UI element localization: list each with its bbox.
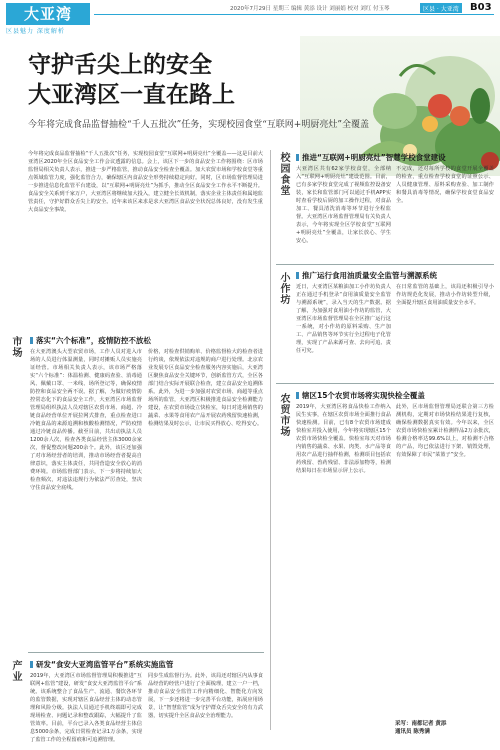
page-number: B03	[470, 2, 492, 13]
section-body-industry-col2: 同步生成监督行为。此外，该局还对辖区内从事食品经营的经营户进行了全面梳理，建立一户一档，推动食品安全监管工作向精细化、智能化方向发展，下一步还将进一步完善平台功能，拓展应用场景，让“智慧监管”成为守护群众舌尖安全的有力武器，切实提升全区食品安全治理能力。	[148, 673, 263, 719]
section-heading-industry	[30, 659, 173, 670]
heading-marker	[296, 154, 299, 161]
section-vlabel-market: 市场	[10, 336, 21, 358]
headline-line-1: 守护舌尖上的安全	[28, 51, 212, 78]
section-heading-market-text: 落实“六个标准”，疫情防控不放松	[36, 336, 151, 345]
section-body-workshop-col2: 在日常监管的基础上，该局还积极引导小作坊规范化发展，推动小作坊转型升级，全面提升辖区食用油质量安全水平。	[396, 284, 494, 306]
section-logo: 大亚湾	[6, 3, 90, 25]
dateline: 2020年7月29日 星期三 编辑 黄添 设计 刘丽娟 校对 刘红 付玉琴	[230, 6, 390, 12]
section-body-market-col1: 在大亚湾澳头大型农贸市场，工作人员对进入市场的人员进行体温测量，同时对摊贩人员实施亮证经营。市场相关负责人表示，该市场严格落实“六个标准”：体温检测、健康码查验、消毒通风、佩戴口罩、一米线、场所登记等，确保疫情防控和食品安全两不误。据了解，为做好疫情防控常态化下的食品安全工作，大亚湾区市场监督管理局组织执法人员对辖区农贸市场、商超、冷链食品经营单位开展拉网式排查，重点检查进口冷链食品的来源追溯和核酸检测情况，严防疫情通过冷链食品传播。截至目前，共出动执法人员1200余人次，检查各类食品经营主体3000余家次，督促整改问题200余个。此外，该区还加强了对市场经营者的培训，推动市场经营者提高自律意识，落实主体责任，共同营造安全放心的消费环境。市场监督部门表示，下一步将持续加大检查频次，对违法违规行为依法严厉查处，坚决守住食品安全底线。	[30, 349, 142, 491]
section-vlabel-school-canteen: 校园食堂	[278, 152, 289, 196]
section-vlabel-farmers-market: 农贸市场	[278, 393, 289, 437]
section-rule	[276, 383, 494, 384]
lead-paragraph: 今年将完成食品监督抽检“千人五批次”任务，实现校园食堂“互联网+明厨亮灶”全覆盖——这是目前大亚湾区2020年全区食品安全工作会议透露的信息。会上，该区下一步的食品安全工作将围绕：区市场监督局相关负责人表示，推进一步严格监管，推动食品安全检查全覆盖。加大农贸市场和学校食堂等重点领域监管力度，强化监管合力，确保辖区内食品安全形势持续稳定向好。同时，区市场监督管理局进一步推进信息化监管平台建设，以“互联网+明厨亮灶”为抓手，推动全区食品安全工作水平不断提升。食品安全关系到千家万户，大亚湾区将继续加大投入，建立健全长效机制，落实企业主体责任和属地监管责任，守护好群众舌尖上的安全。近年来该区来求是求大亚湾区食品安全状况总体良好，没有发生重大食品安全事故。	[28, 151, 263, 213]
section-body-workshop-col1: 近日，大亚湾区某粮油加工小作坊负责人正在通过手机登录“食用油质量安全监管与溯源系统”，录入当天的生产数据。据了解，为加强对食用油小作坊的监管，大亚湾区市场监督管理局在全区推广运行这一系统，对小作坊的原料采购、生产加工、产品销售等环节实行全过程电子化管理，实现了产品来源可查、去向可追、责任可究。	[296, 284, 391, 354]
section-body-industry-col1: 2019年，大亚湾区市场监督管理局积极推进“互联网+监管”建设，研发“食安大亚湾监管平台”系统。该系统整合了食品生产、流通、餐饮各环节的监管数据，实现对辖区食品经营主体的动态管理和风险分级。执法人员通过手机终端即可完成现场检查、问题记录和整改跟踪，大幅提升了监管效率。目前，平台已录入各类食品经营主体信息5000余条，完成日常检查记录1万余条，实现了监管工作的全程留痕和可追溯管理。	[30, 673, 142, 743]
subheadline: 今年将完成食品监督抽检“千人五批次”任务，实现校园食堂“互联网+明厨亮灶”全覆盖	[28, 120, 369, 130]
section-heading-workshop	[296, 270, 437, 281]
headline	[28, 50, 235, 110]
section-rule	[276, 264, 494, 265]
section-body-school-canteen-col2: 不完成，还对每所学校的食堂开展全覆盖的检查，重点检查学校食堂的证照公示、人员健康管理、原料采购查验、加工制作和餐具消毒等情况，确保学校食堂食品安全。	[396, 166, 494, 204]
section-heading-market	[30, 335, 151, 346]
section-heading-school-canteen-text: 推进“互联网+明厨亮灶”智慧学校食堂建设	[302, 153, 446, 162]
byline-correspondent: 通讯员 陈秀满	[395, 729, 430, 735]
heading-marker	[30, 661, 33, 668]
section-heading-school-canteen	[296, 152, 446, 163]
section-logo-subtitle: 区县魅力 深度解析	[6, 28, 65, 35]
byline	[395, 720, 446, 736]
headline-line-2: 大亚湾区一直在路上	[28, 81, 235, 108]
section-vlabel-industry: 产业	[10, 660, 21, 682]
section-vlabel-workshop: 小作坊	[278, 272, 289, 305]
column-divider	[270, 150, 271, 730]
heading-marker	[296, 392, 299, 399]
section-rule	[28, 652, 264, 653]
section-body-farmers-market-col2: 此外，区市场监督管理局还联合第三方检测机构，定期对市场快检结果进行复核，确保检测数据真实有效。今年以来，全区农贸市场快检室累计检测样品2万余批次，检测合格率达99.6%以上，对检测不合格的产品，均已依法进行下架、销毁处理，有效保障了市民“菜篮子”安全。	[396, 404, 494, 458]
section-label: 区县 · 大亚湾	[420, 3, 462, 13]
section-heading-farmers-market-text: 辖区15个农贸市场将实现快检全覆盖	[302, 391, 425, 400]
section-heading-industry-text: 研发“食安大亚湾监管平台”系统实施监管	[36, 660, 174, 669]
section-body-farmers-market-col1: 2019年，大亚湾区将食品快检工作纳入民生实事，在辖区农贸市场全面推行食品快速检测。目前，已有8个农贸市场建成快检室并投入使用，今年将实现辖区15个农贸市场快检全覆盖。快检室每天对市场内销售的蔬菜、水果、肉类、水产品等食用农产品进行抽样检测，检测项目包括农药残留、兽药残留、非法添加物等，检测结果每日在市场显示屏上公示。	[296, 404, 391, 474]
masthead	[0, 0, 500, 36]
masthead-rule	[94, 14, 494, 15]
section-heading-workshop-text: 推广运行食用油质量安全监管与溯源系统	[302, 271, 437, 280]
heading-marker	[296, 272, 299, 279]
section-body-school-canteen-col1: 大亚湾区共有62家学校食堂，全部纳入“互联网+明厨亮灶”建设范围。目前，已有多家学校食堂完成了视频监控设备安装，家长和监管部门可以通过手机APP实时查看学校后厨的加工操作过程，对食品加工、餐具清洗消毒等环节进行全程监督。大亚湾区市场监督管理局有关负责人表示，今年将实现全区学校食堂“互联网+明厨亮灶”全覆盖，让家长放心、学生安心。	[296, 166, 391, 244]
byline-reporter: 采写：南都记者 黄添	[395, 721, 447, 727]
section-body-market-col2: 价格，对检查供销购单、价格监督检大的检查者进行约谈，依规依法对违规的商户进行处理。北京农业发展专区食品安全检查服务内容实施后，大亚湾区聚焦食品安全关键环节，创新监管方式，全区各部门结合实际开展联合检查，建立食品安全追溯体系。此外，为进一步加强对农贸市场、商超等重点场所的监管，大亚湾区积极推进食品安全检测能力建设，在农贸市场设立快检室，每日对进场销售的蔬菜、水果等食用农产品开展农药残留快速检测，检测结果及时公示，让市民买得放心、吃得安心。	[148, 349, 263, 427]
heading-marker	[30, 337, 33, 344]
section-heading-farmers-market	[296, 390, 425, 401]
